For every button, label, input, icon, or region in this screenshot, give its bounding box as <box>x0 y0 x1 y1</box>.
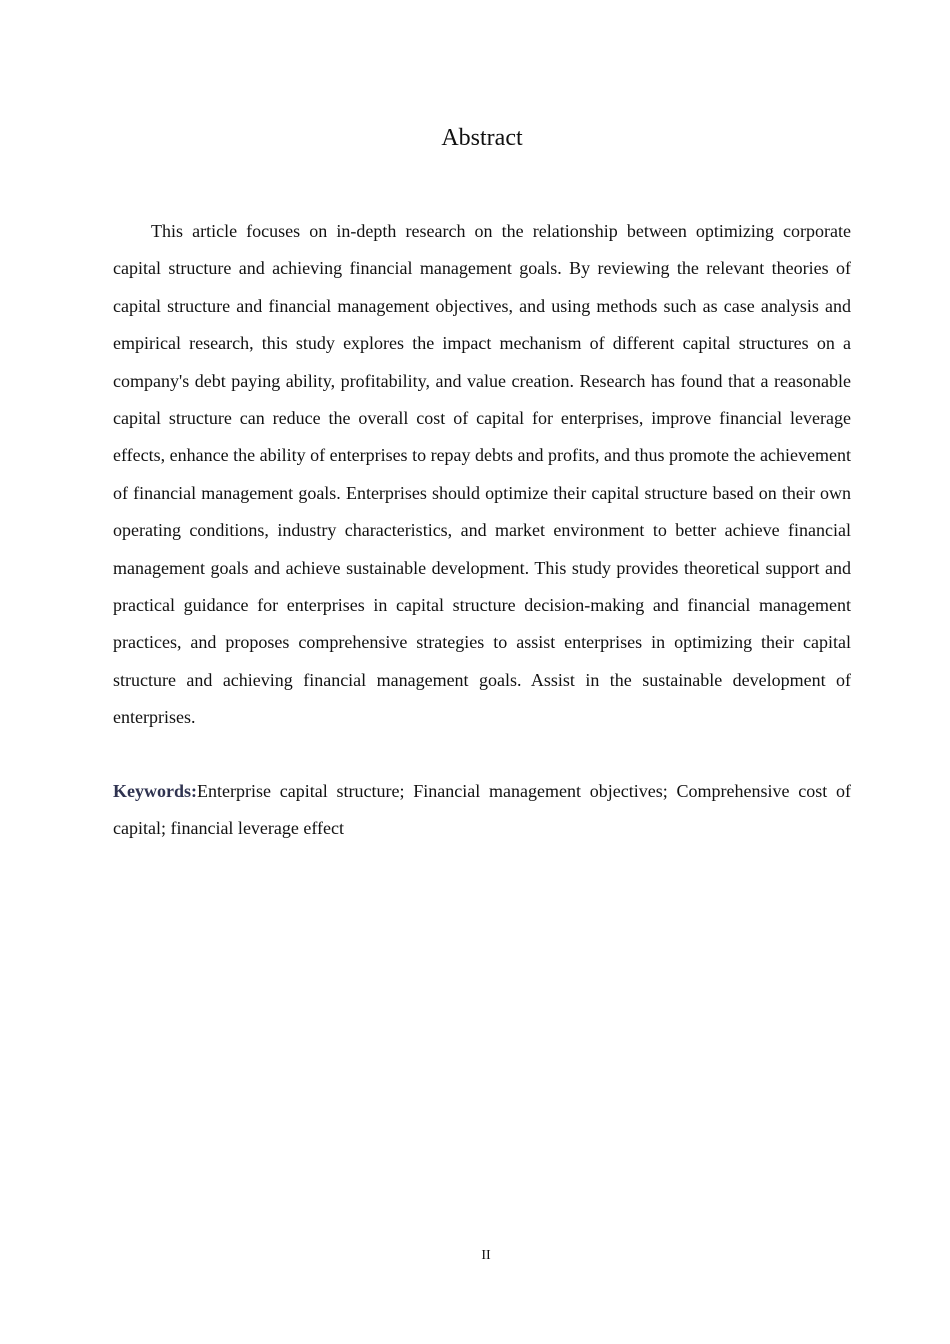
abstract-title: Abstract <box>441 125 523 151</box>
page-number: II <box>481 1248 491 1263</box>
keywords-text: Enterprise capital structure; Financial management objectives; Comprehensive cost of capital; financial leverage effect <box>113 781 851 839</box>
abstract-body: This article focuses on in-depth research on the relationship between optimizing corporate capital structure and achieving financial management goals. By reviewing the relevant theories of capital structure and financial management objectives, and using methods such as case analysis and empirical research, this study explores the impact mechanism of different capital structures on a company's debt paying ability, profitability, and value creation. Research has found that a reasonable capital structure can reduce the overall cost of capital for enterprises, improve financial leverage effects, enhance the ability of enterprises to repay debts and profits, and thus promote the achievement of financial management goals. Enterprises should optimize their capital structure based on their own operating conditions, industry characteristics, and market environment to better achieve financial management goals and achieve sustainable development. This study provides theoretical support and practical guidance for enterprises in capital structure decision-making and financial management practices, and proposes comprehensive strategies to assist enterprises in optimizing their capital structure and achieving financial management goals. Assist in the sustainable development of enterprises. <box>113 221 851 728</box>
keywords-label: Keywords: <box>113 781 197 801</box>
keywords-paragraph <box>113 773 851 848</box>
